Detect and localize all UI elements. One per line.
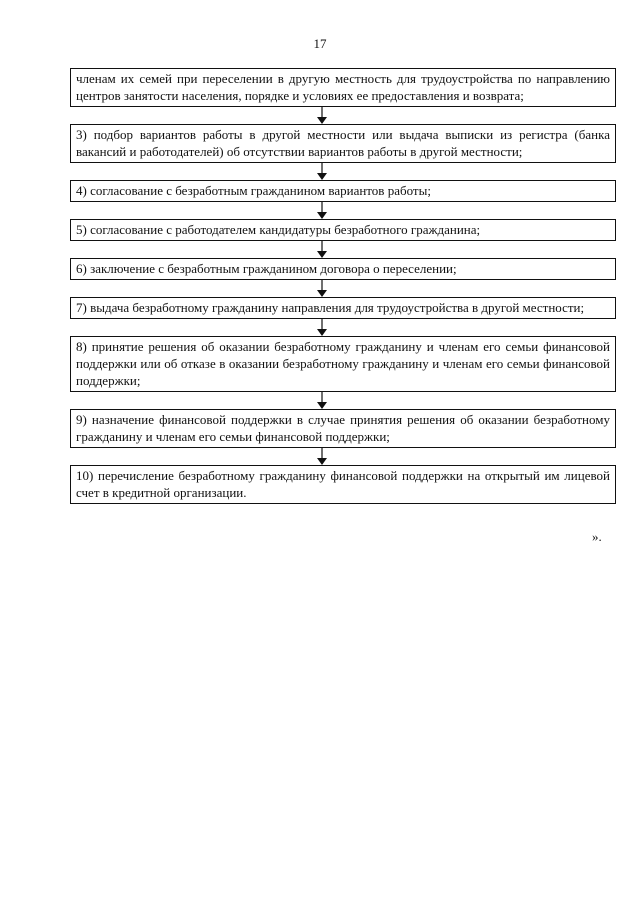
flow-step: 6) заключение с безработным гражданином договора о переселении; [70, 258, 616, 280]
flow-step: 9) назначение финансовой поддержки в случае принятия решения об оказании безработному гражданину и членам его семьи финансовой поддержки; [70, 409, 616, 448]
flow-step: 10) перечисление безработному гражданину финансовой поддержки на открытый им лицевой счет в кредитной организации. [70, 465, 616, 504]
down-arrow-icon [70, 319, 616, 336]
flow-step: 5) согласование с работодателем кандидатуры безработного гражданина; [70, 219, 616, 241]
page-number: 17 [313, 36, 327, 51]
down-arrow-icon [70, 448, 616, 465]
down-arrow-icon [70, 241, 616, 258]
down-arrow-icon [70, 280, 616, 297]
flow-step: 7) выдача безработному гражданину направления для трудоустройства в другой местности; [70, 297, 616, 319]
flow-step: 8) принятие решения об оказании безработному гражданину и членам его семьи финансовой поддержки или об отказе в оказании безработному гражданину и членам его семьи финансовой поддержки; [70, 336, 616, 392]
down-arrow-icon [70, 392, 616, 409]
down-arrow-icon [70, 107, 616, 124]
closing-quote-mark: ». [592, 529, 602, 544]
flow-step: 4) согласование с безработным гражданином вариантов работы; [70, 180, 616, 202]
flow-step: 3) подбор вариантов работы в другой местности или выдача выписки из регистра (банка вакансий и работодателей) об отсутствии вариантов работы в другой местности; [70, 124, 616, 163]
flow-step: членам их семей при переселении в другую местность для трудоустройства по направлению центров занятости населения, порядке и условиях ее предоставления и возврата; [70, 68, 616, 107]
down-arrow-icon [70, 163, 616, 180]
flowchart [70, 68, 616, 504]
down-arrow-icon [70, 202, 616, 219]
